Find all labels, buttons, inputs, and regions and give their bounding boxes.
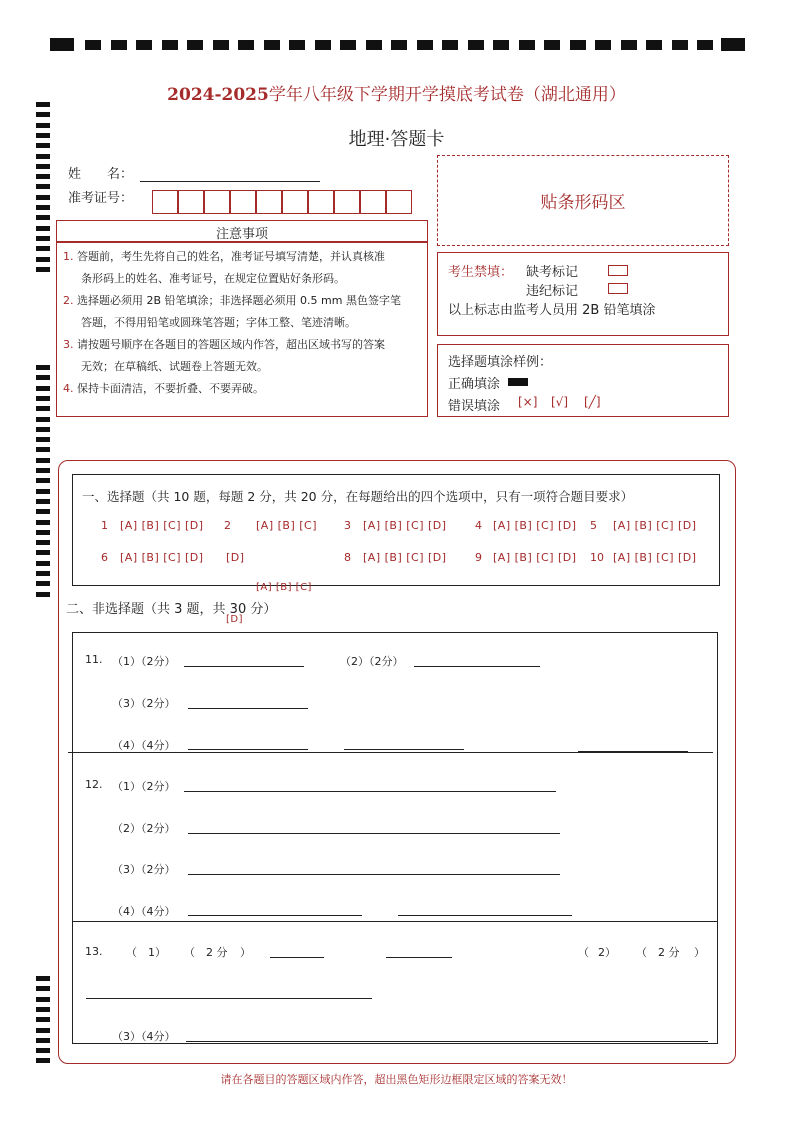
q13-part1-score: 2 分 [206, 946, 228, 959]
timing-mark [340, 40, 356, 50]
exam-id-cell[interactable] [334, 190, 360, 214]
name-field[interactable] [140, 181, 320, 182]
absent-mark-label: 缺考标记 [526, 265, 579, 280]
timing-marks-top [50, 38, 745, 52]
timing-mark [162, 40, 178, 50]
timing-mark [36, 386, 50, 391]
notice-item: 1. 答题前，考生先将自己的姓名，准考证号填写清楚，并认真核准 [63, 250, 385, 263]
timing-mark [36, 267, 50, 272]
timing-mark [36, 164, 50, 169]
timing-mark [36, 236, 50, 241]
notice-item: 条形码上的姓名、准考证号，在规定位置贴好条形码。 [81, 272, 345, 285]
q7-options[interactable]: [A] [B] [C] [256, 582, 312, 593]
q12-part4-label: （4）（4分） [112, 905, 176, 918]
timing-mark [442, 40, 458, 50]
timing-mark [697, 40, 713, 50]
timing-mark [36, 174, 50, 179]
exam-id-cell[interactable] [308, 190, 334, 214]
timing-mark [50, 38, 74, 51]
timing-mark [36, 246, 50, 251]
q2-options[interactable]: [A] [B] [C] [256, 519, 317, 532]
timing-mark [570, 40, 586, 50]
q8-options[interactable]: [A] [B] [C] [D] [363, 551, 447, 564]
timing-mark [36, 489, 50, 494]
timing-mark [621, 40, 637, 50]
q13-part2-close: ） [694, 946, 705, 959]
timing-mark [36, 499, 50, 504]
exam-id-cell[interactable] [256, 190, 282, 214]
q11-part2-line[interactable] [414, 666, 540, 667]
timing-mark [213, 40, 229, 50]
q1-number: 1 [101, 519, 108, 532]
notice-item: 答题，不得用铅笔或圆珠笔答题；字体工整、笔迹清晰。 [81, 316, 356, 329]
q13-part3-label: （3）（4分） [112, 1030, 176, 1043]
timing-mark [36, 468, 50, 473]
timing-mark [646, 40, 662, 50]
timing-mark [36, 550, 50, 555]
wrong-mark-check: [√] [551, 395, 569, 409]
nonchoice-heading: 二、非选择题（共 3 题，共 30 分） [66, 602, 277, 617]
notice-title-box [56, 220, 428, 242]
q13-part1-paren: （ [184, 946, 195, 959]
timing-mark [36, 478, 50, 483]
timing-mark [36, 226, 50, 231]
q12-part2-line[interactable] [188, 833, 560, 834]
timing-mark [519, 40, 535, 50]
q13-part2-num: 2） [598, 946, 616, 959]
timing-mark [36, 184, 50, 189]
q10-number: 10 [590, 551, 604, 564]
exam-id-cell[interactable] [152, 190, 178, 214]
timing-mark [85, 40, 101, 50]
timing-mark [544, 40, 560, 50]
timing-mark [36, 437, 50, 442]
timing-mark [36, 427, 50, 432]
timing-mark [36, 365, 50, 370]
q12-part1-line[interactable] [184, 791, 556, 792]
timing-mark [36, 540, 50, 545]
notice-item: 3. 请按题号顺序在各题目的答题区域内作答，超出区域书写的答案 [63, 338, 385, 351]
timing-mark [187, 40, 203, 50]
correct-fill-sample [508, 378, 528, 386]
timing-mark [36, 396, 50, 401]
q11-part3-line[interactable] [188, 708, 308, 709]
q4-number: 4 [475, 519, 482, 532]
page-subtitle: 地理·答题卡 [348, 129, 445, 150]
correct-fill-label: 正确填涂 [448, 377, 501, 392]
exam-id-cell[interactable] [204, 190, 230, 214]
forbid-box [437, 252, 729, 336]
q5-number: 5 [590, 519, 597, 532]
q1-options[interactable]: [A] [B] [C] [D] [120, 519, 204, 532]
timing-mark [36, 986, 50, 991]
q13-number: 13. [85, 945, 103, 958]
q11-number: 11. [85, 653, 103, 666]
q9-options[interactable]: [A] [B] [C] [D] [493, 551, 577, 564]
timing-mark [36, 592, 50, 597]
timing-mark [36, 520, 50, 525]
q9-number: 9 [475, 551, 482, 564]
notice-box [56, 242, 428, 417]
violation-mark-label: 违纪标记 [526, 284, 579, 299]
timing-mark [36, 1028, 50, 1033]
q2-option-d[interactable]: [D] [226, 614, 244, 625]
barcode-area [437, 155, 729, 246]
q10-options[interactable]: [A] [B] [C] [D] [613, 551, 697, 564]
q11-part4-line-b[interactable] [344, 749, 464, 750]
q8-number: 8 [344, 551, 351, 564]
timing-mark [289, 40, 305, 50]
wrong-mark-slash: [╱] [584, 395, 601, 409]
q11-part1-line[interactable] [184, 666, 304, 667]
q12-part1-label: （1）（2分） [112, 780, 176, 793]
q11-part4-line-a[interactable] [188, 749, 308, 750]
timing-mark [36, 976, 50, 981]
wrong-mark-x: [×] [518, 395, 538, 409]
timing-mark [36, 215, 50, 220]
page-title [0, 80, 793, 105]
notice-item: 无效；在草稿纸、试题卷上答题无效。 [81, 360, 268, 373]
timing-mark [36, 458, 50, 463]
timing-mark [36, 205, 50, 210]
forbid-note: 以上标志由监考人员用 2B 铅笔填涂 [448, 303, 656, 318]
timing-mark [36, 1017, 50, 1022]
q12-part2-label: （2）（2分） [112, 822, 176, 835]
timing-mark [391, 40, 407, 50]
q13-part1-close: ） [240, 946, 251, 959]
timing-mark [264, 40, 280, 50]
q12-part3-line[interactable] [188, 874, 560, 875]
exam-id-cell[interactable] [282, 190, 308, 214]
q6-options[interactable]: [A] [B] [C] [D] [120, 551, 204, 564]
q11-part4-line-c[interactable] [578, 751, 688, 752]
notice-title: 注意事项 [215, 227, 268, 242]
q11-part4-label: （4）（4分） [112, 739, 176, 752]
q13-part2-paren: （ [636, 946, 647, 959]
timing-marks-left [36, 0, 50, 1123]
timing-mark [36, 195, 50, 200]
timing-mark [36, 1058, 50, 1063]
q13-part1-line-b[interactable] [386, 957, 452, 958]
timing-mark [36, 509, 50, 514]
timing-mark [595, 40, 611, 50]
timing-mark [366, 40, 382, 50]
timing-mark [36, 154, 50, 159]
title-year: 2024-2025 [167, 85, 269, 105]
timing-mark [111, 40, 127, 50]
timing-mark [136, 40, 152, 50]
q4-options[interactable]: [A] [B] [C] [D] [493, 519, 577, 532]
timing-mark [36, 530, 50, 535]
name-label: 姓 名： [68, 167, 134, 182]
timing-mark [36, 417, 50, 422]
q7-option-d[interactable]: [D] [226, 551, 245, 564]
q13-part1-open: （ [126, 946, 137, 959]
timing-mark [721, 38, 745, 51]
q13-part2-score: 2 分 [658, 946, 680, 959]
q12-part4-line-a[interactable] [188, 915, 362, 916]
choice-heading: 一、选择题（共 10 题，每题 2 分，共 20 分，在每题给出的四个选项中，只有一项符合题目要求） [82, 489, 634, 504]
timing-mark [36, 581, 50, 586]
forbid-label: 考生禁填： [448, 265, 514, 280]
q5-options[interactable]: [A] [B] [C] [D] [613, 519, 697, 532]
fill-sample-label: 选择题填涂样例： [448, 355, 553, 370]
timing-mark [417, 40, 433, 50]
timing-mark [493, 40, 509, 50]
q13-part2-line[interactable] [86, 998, 372, 999]
q11-part2-label: （2）（2分） [340, 655, 404, 668]
q13-part2-open: （ [578, 946, 589, 959]
timing-mark [36, 1007, 50, 1012]
wrong-fill-label: 错误填涂 [448, 399, 501, 414]
q3-number: 3 [344, 519, 351, 532]
timing-mark [238, 40, 254, 50]
q6-number: 6 [101, 551, 108, 564]
nonchoice-answer-box [72, 632, 718, 1044]
exam-id-cell[interactable] [386, 190, 412, 214]
q12-divider [72, 921, 718, 922]
q11-part3-label: （3）（2分） [112, 697, 176, 710]
timing-mark [36, 406, 50, 411]
timing-mark [36, 257, 50, 262]
fill-sample-box [437, 344, 729, 417]
timing-mark [36, 375, 50, 380]
timing-mark [36, 112, 50, 117]
timing-mark [36, 447, 50, 452]
absent-mark-box[interactable] [608, 265, 628, 276]
exam-id-label: 准考证号： [68, 191, 134, 206]
notice-item: 4. 保持卡面清洁，不要折叠、不要弄破。 [63, 382, 264, 395]
timing-mark [36, 571, 50, 576]
q11-part1-label: （1）（2分） [112, 655, 176, 668]
title-rest: 学年八年级下学期开学摸底考试卷（湖北通用） [268, 85, 626, 105]
timing-mark [468, 40, 484, 50]
q13-part1-line-a[interactable] [270, 957, 324, 958]
exam-id-cell[interactable] [178, 190, 204, 214]
q3-options[interactable]: [A] [B] [C] [D] [363, 519, 447, 532]
timing-mark [36, 1038, 50, 1043]
notice-list [63, 246, 401, 400]
q12-part3-label: （3）（2分） [112, 863, 176, 876]
q13-part1-num: 1） [148, 946, 166, 959]
timing-mark [36, 561, 50, 566]
q12-part4-line-b[interactable] [398, 915, 572, 916]
q12-number: 12. [85, 778, 103, 791]
timing-mark [315, 40, 331, 50]
timing-mark [672, 40, 688, 50]
violation-mark-box[interactable] [608, 283, 628, 294]
notice-item: 2. 选择题必须用 2B 铅笔填涂；非选择题必须用 0.5 mm 黑色签字笔 [63, 294, 401, 307]
q2-number: 2 [224, 519, 231, 532]
exam-id-cell[interactable] [230, 190, 256, 214]
timing-mark [36, 997, 50, 1002]
exam-id-cell[interactable] [360, 190, 386, 214]
q13-part3-line[interactable] [186, 1041, 708, 1042]
barcode-label: 贴条形码区 [540, 193, 626, 213]
timing-mark [36, 1048, 50, 1053]
footer-warning: 请在各题目的答题区域内作答，超出黑色矩形边框限定区域的答案无效！ [220, 1073, 573, 1086]
